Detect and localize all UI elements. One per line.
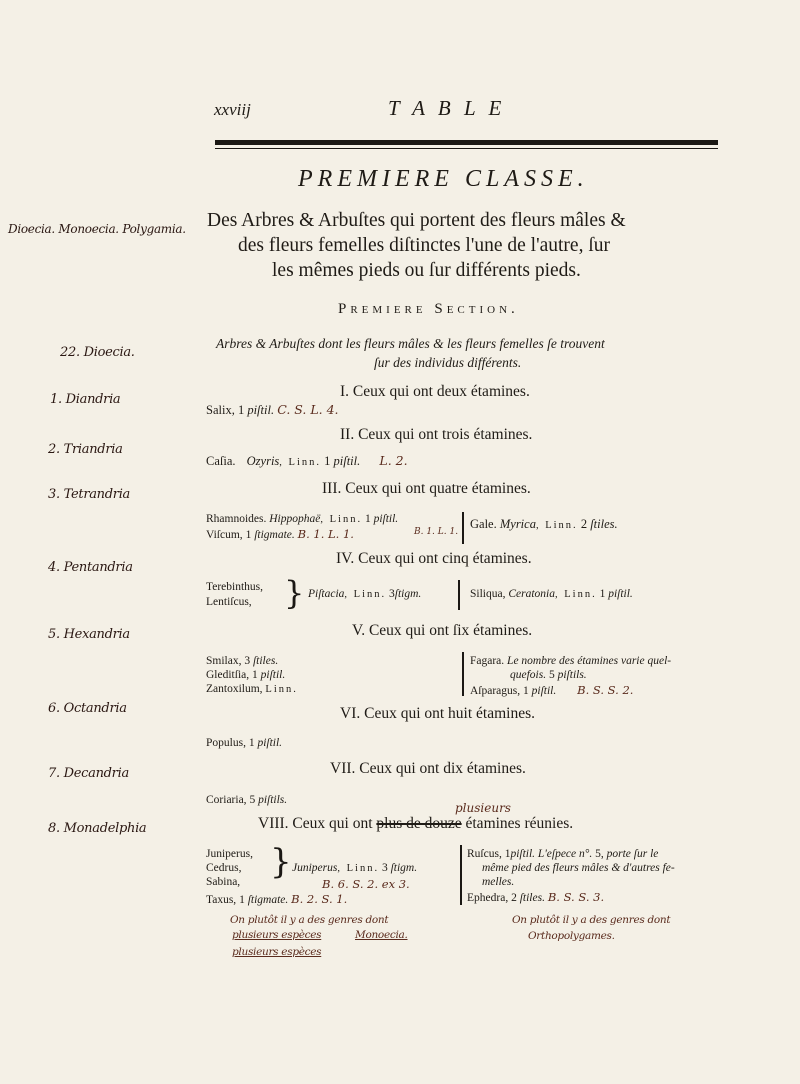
margin-note-22: 22. Dioecia.	[60, 345, 135, 360]
genus-lentiscus: Lentiſcus,	[206, 596, 252, 608]
entry-cassia: Caſia. Ozyris, Linn. 1 piſtil. L. 2.	[206, 453, 408, 468]
brace-pistacia: }	[284, 574, 305, 612]
entry-rhamnoides: Rhamnoides. Hippophaë, Linn. 1 piſtil.	[206, 513, 399, 525]
entry-taxus: Taxus, 1 ſtigmate. B. 2. S. 1.	[206, 892, 348, 906]
group-heading-8: VIII. Ceux qui ont plus de douze étamines réunies.	[258, 815, 574, 832]
margin-note-4: 4. Pentandria	[48, 560, 133, 575]
group-heading-4: IV. Ceux qui ont cinq étamines.	[336, 550, 532, 567]
divider-group-5	[462, 652, 464, 696]
entry-fagara: Fagara. Le nombre des étamines varie quel-	[470, 655, 672, 667]
entry-ephedra: Ephedra, 2 ſtiles. B. S. S. 3.	[467, 890, 605, 904]
genus-cassia: Caſia.	[206, 454, 236, 468]
footnote-right-1: On plutôt il y a des genres dont	[512, 914, 671, 926]
subtitle-line-1: Arbres & Arbuſtes dont les fleurs mâles & les fleurs femelles ſe trouvent	[216, 336, 605, 351]
running-title: T A B L E	[388, 96, 506, 120]
entry-salix: Salix, 1 piſtil. C. S. L. 4.	[206, 402, 339, 417]
entry-gleditsia: Gleditſia, 1 piſtil.	[206, 669, 286, 681]
margin-note-8: 8. Monadelphia	[48, 821, 147, 836]
entry-fagara-cont: quefois. 5 piſtils.	[510, 669, 587, 681]
group-heading-1: I. Ceux qui ont deux étamines.	[340, 383, 530, 400]
group-heading-2: II. Ceux qui ont trois étamines.	[340, 426, 533, 443]
annotation-asparagus: B. S. S. 2.	[577, 683, 634, 697]
intro-line-1: Des Arbres & Arbuſtes qui portent des fleurs mâles &	[207, 210, 626, 231]
margin-note-7: 7. Decandria	[48, 766, 129, 781]
group-heading-7: VII. Ceux qui ont dix étamines.	[330, 760, 526, 777]
genus-juniperus: Juniperus,	[206, 848, 253, 860]
intro-line-2: des fleurs femelles diſtinctes l'une de l'autre, ſur	[238, 235, 610, 256]
entry-siliqua: Siliqua, Ceratonia, Linn. 1 piſtil.	[470, 588, 633, 600]
entry-viscum: Viſcum, 1 ſtigmate. B. 1. L. 1.	[206, 527, 354, 541]
footnote-left-3: Monoecia.	[355, 929, 408, 941]
entry-ruscus: Ruſcus, 1piſtil. L'eſpece n°. 5, porte ſur le	[467, 848, 659, 860]
intro-line-3: les mêmes pieds ou ſur différents pieds.	[272, 260, 581, 281]
annotation-cassia: L. 2.	[379, 453, 408, 468]
group-heading-5: V. Ceux qui ont ſix étamines.	[352, 622, 533, 639]
annotation-ephedra: B. S. S. 3.	[547, 890, 605, 904]
subtitle-line-2: ſur des individus différents.	[374, 355, 522, 370]
header-rule-thick	[215, 140, 718, 145]
entry-smilax: Smilax, 3 ſtiles.	[206, 655, 279, 667]
margin-note-3: 3. Tetrandria	[48, 487, 130, 502]
footnote-left-4: plusieurs espèces	[232, 946, 322, 958]
entry-zantoxilum: Zantoxilum, Linn.	[206, 683, 298, 695]
annotation-taxus: B. 2. S. 1.	[291, 892, 348, 906]
brace-juniperus: }	[270, 842, 292, 882]
group-heading-6: VI. Ceux qui ont huit étamines.	[340, 705, 536, 722]
entry-ruscus-2: même pied des fleurs mâles & d'autres fe-	[482, 862, 675, 874]
entry-ruscus-3: melles.	[482, 876, 515, 888]
genus-cedrus: Cedrus,	[206, 862, 242, 874]
annotation-viscum: B. 1. L. 1.	[297, 527, 354, 541]
margin-note-6: 6. Octandria	[48, 701, 127, 716]
page-number: xxviij	[214, 100, 251, 119]
entry-juniperus-linn: Juniperus, Linn. 3 ſtigm.	[292, 862, 418, 874]
annotation-g8-insertion: plusieurs	[455, 801, 511, 815]
entry-asparagus: Aſparagus, 1 piſtil. B. S. S. 2.	[470, 683, 634, 697]
entry-populus: Populus, 1 piſtil.	[206, 737, 283, 749]
margin-note-1: 1. Diandria	[50, 392, 121, 407]
section-title: Premiere Section.	[338, 301, 519, 317]
margin-note-5: 5. Hexandria	[48, 627, 130, 642]
class-title: PREMIERE CLASSE.	[298, 166, 589, 192]
entry-gale: Gale. Myrica, Linn. 2 ſtiles.	[470, 517, 618, 531]
divider-group-3	[462, 512, 464, 544]
entry-pistacia: Piſtacia, Linn. 3ſtigm.	[308, 588, 422, 600]
genus-terebinthus: Terebinthus,	[206, 581, 264, 593]
margin-note-top: Dioecia. Monoecia. Polygamia.	[8, 222, 186, 236]
margin-note-2: 2. Triandria	[48, 442, 123, 457]
footnote-left-1: On plutôt il y a des genres dont	[230, 914, 389, 926]
divider-group-4	[458, 580, 460, 610]
annotation-juniperus: B. 6. S. 2. ex 3.	[322, 877, 410, 891]
footnote-right-2: Orthopolygames.	[528, 930, 615, 942]
genus-salix: Salix,	[206, 403, 235, 417]
footnote-left-2: plusieurs espèces	[232, 929, 322, 941]
group-heading-3: III. Ceux qui ont quatre étamines.	[322, 480, 531, 497]
genus-sabina: Sabina,	[206, 876, 241, 888]
header-rule-thin	[215, 148, 718, 149]
struck-text: plus de douze	[376, 815, 462, 832]
entry-coriaria: Coriaria, 5 piſtils.	[206, 794, 288, 806]
annotation-salix: C. S. L. 4.	[277, 402, 339, 417]
annotation-rhamnoides: B. 1. L. 1.	[414, 527, 459, 537]
divider-group-8	[460, 845, 462, 905]
